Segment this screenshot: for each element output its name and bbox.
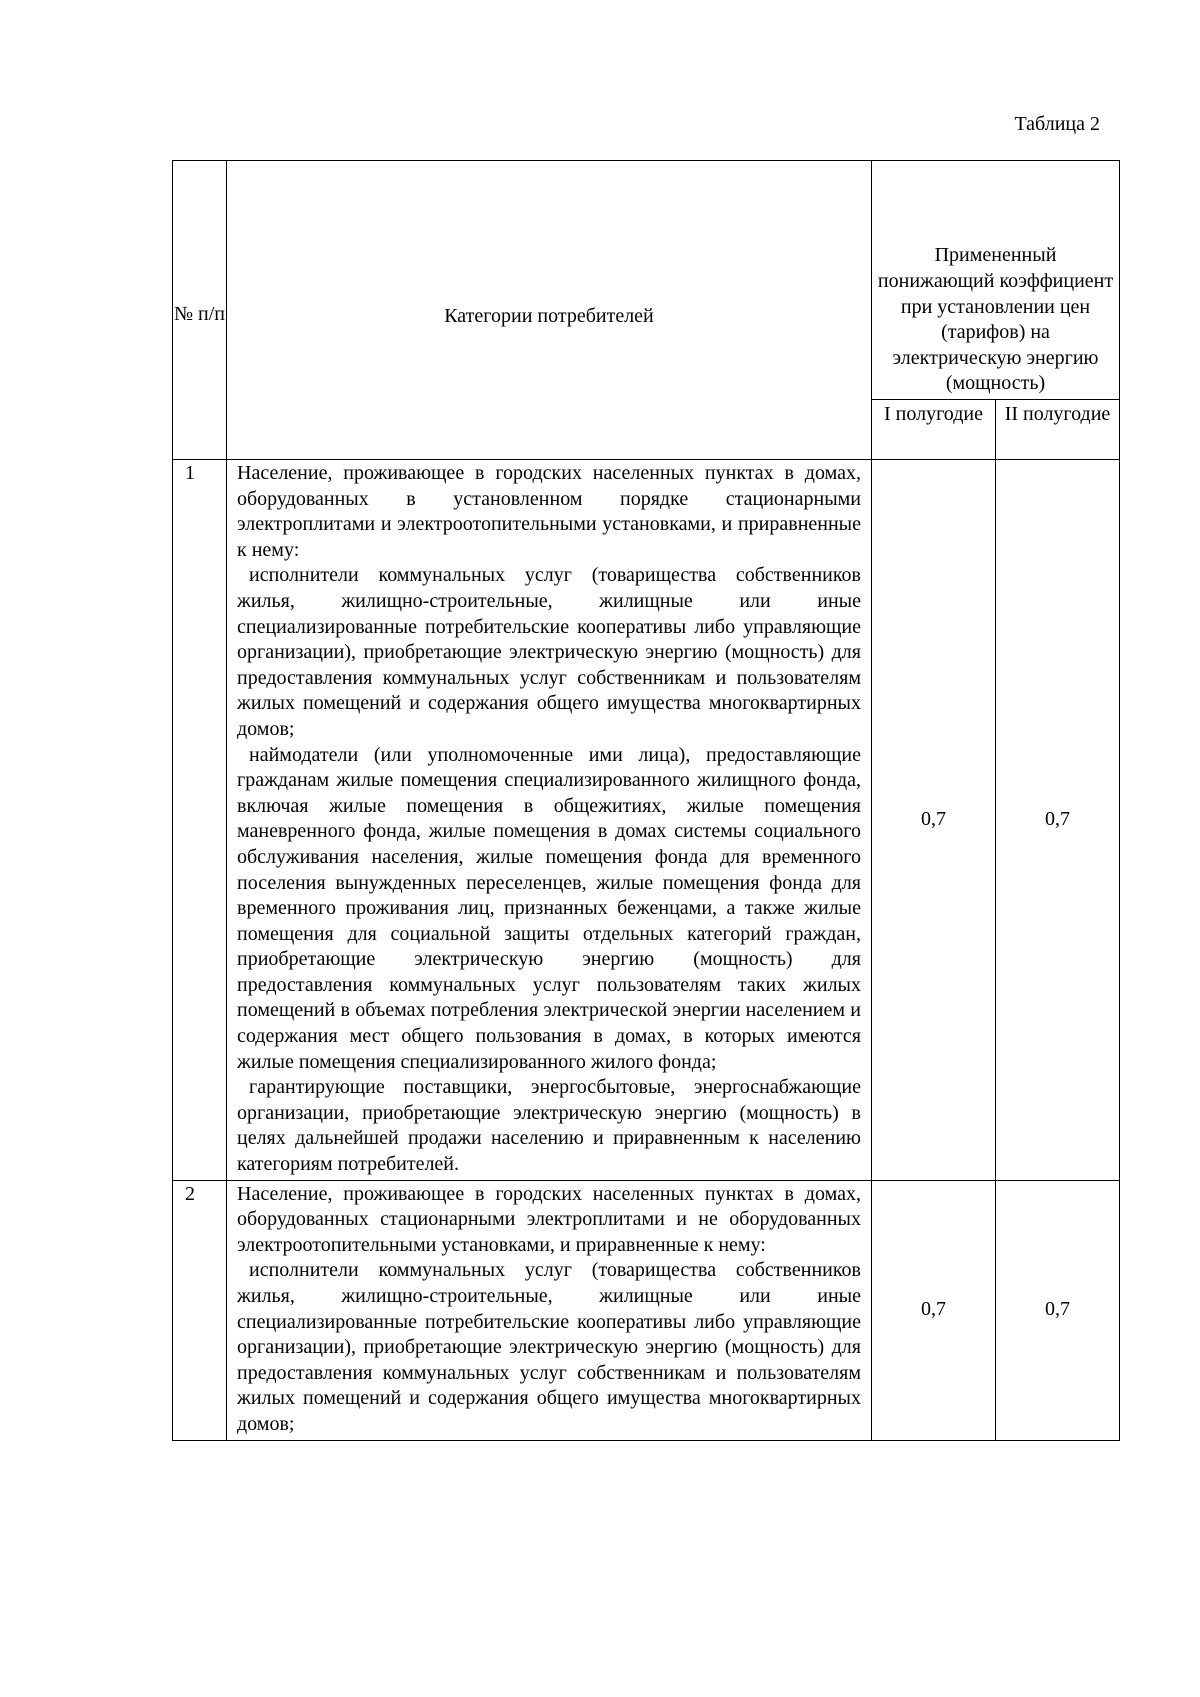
table-caption: Таблица 2 xyxy=(1014,113,1100,135)
row-number: 2 xyxy=(173,1180,227,1440)
header-num: № п/п xyxy=(173,161,227,460)
row-value-half2: 0,7 xyxy=(996,1180,1120,1440)
row-number: 1 xyxy=(173,460,227,1181)
row-value-half1: 0,7 xyxy=(872,1180,996,1440)
row-paragraph: наймодатели (или уполномоченные ими лица), предоставляющие гражданам жилые помещения специализированного жилищного фонда, включая жилые помещения в общежитиях, жилые помещения маневренного фонда, жилые помещения в домах системы социального обслуживания населения, жилые помещения фонда для временного поселения вынужденных переселенцев, жилые помещения фонда для временного проживания лиц, признанных беженцами, а также жилые помещения для социальной защиты отдельных категорий граждан, приобретающие электрическую энергию (мощность) для предоставления коммунальных услуг пользователям таких жилых помещений в объемах потребления электрической энергии населением и содержания мест общего пользования в домах, в которых имеются жилые помещения специализированного жилого фонда; xyxy=(237,743,861,1073)
row-paragraph: Население, проживающее в городских населенных пунктах в домах, оборудованных стационарными электроплитами и не оборудованных электроотопительными установками, и приравненные к нему: xyxy=(237,1182,861,1256)
table-row xyxy=(173,1180,1120,1440)
table-row xyxy=(173,460,1120,1181)
row-paragraph: исполнители коммунальных услуг (товарищества собственников жилья, жилищно-строительные, жилищные или иные специализированные потребительские кооперативы либо управляющие организации), приобретающие электрическую энергию (мощность) для предоставления коммунальных услуг собственникам и пользователям жилых помещений и содержания общего имущества многоквартирных домов; xyxy=(237,1259,861,1435)
row-description xyxy=(227,460,872,1181)
row-paragraph: Население, проживающее в городских населенных пунктах в домах, оборудованных в установленном порядке стационарными электроплитами и электроотопительными установками, и приравненные к нему: xyxy=(237,462,861,561)
row-value-half1: 0,7 xyxy=(872,460,996,1181)
row-description xyxy=(227,1180,872,1440)
tariff-coefficient-table xyxy=(172,160,1120,1441)
row-value-half2: 0,7 xyxy=(996,460,1120,1181)
row-paragraph: гарантирующие поставщики, энергосбытовые, энергоснабжающие организации, приобретающие электрическую энергию (мощность) в целях дальнейшей продажи населению и приравненным к населению категориям потребителей. xyxy=(237,1076,861,1176)
row-paragraph: исполнители коммунальных услуг (товарищества собственников жилья, жилищно-строительные, жилищные или иные специализированные потребительские кооперативы либо управляющие организации), приобретающие электрическую энергию (мощность) для предоставления коммунальных услуг собственникам и пользователям жилых помещений и содержания общего имущества многоквартирных домов; xyxy=(237,564,861,740)
header-half1: I полугодие xyxy=(872,400,996,460)
header-category: Категории потребителей xyxy=(227,161,872,460)
header-half2: II полугодие xyxy=(996,400,1120,460)
header-coefficient: Примененный понижающий коэффициент при установлении цен (тарифов) на электрическую энергию (мощность) xyxy=(872,161,1120,400)
header-row-top xyxy=(173,161,1120,400)
